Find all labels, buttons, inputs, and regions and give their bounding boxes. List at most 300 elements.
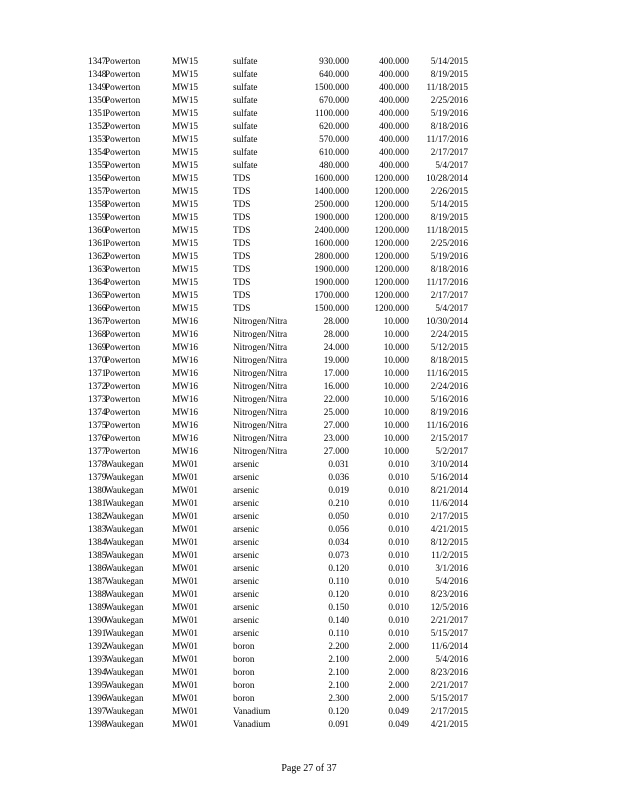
result-value: 2.300	[328, 693, 349, 703]
site-name: Waukegan	[105, 706, 144, 716]
parameter: TDS	[233, 173, 251, 183]
standard-limit: 400.000	[379, 82, 409, 92]
result-value: 25.000	[323, 407, 349, 417]
standard-limit: 10.000	[383, 394, 409, 404]
sample-date: 2/21/2017	[430, 615, 468, 625]
result-value: 1600.000	[314, 238, 349, 248]
standard-limit: 0.010	[388, 615, 409, 625]
standard-limit: 10.000	[383, 433, 409, 443]
well-id: MW01	[172, 537, 199, 547]
site-name: Powerton	[105, 108, 141, 118]
site-name: Powerton	[105, 56, 141, 66]
parameter: Nitrogen/Nitra	[233, 446, 288, 456]
row-number: 1383	[88, 524, 107, 534]
result-value: 0.110	[328, 628, 349, 638]
table-row	[88, 575, 478, 588]
site-name: Powerton	[105, 225, 141, 235]
parameter: sulfate	[233, 56, 258, 66]
sample-date: 8/19/2015	[430, 212, 468, 222]
standard-limit: 0.010	[388, 628, 409, 638]
sample-date: 3/10/2014	[430, 459, 468, 469]
result-value: 1100.000	[314, 108, 349, 118]
table-row	[88, 627, 478, 640]
table-row	[88, 68, 478, 81]
row-number: 1381	[88, 498, 107, 508]
parameter: arsenic	[233, 485, 260, 495]
result-value: 1400.000	[314, 186, 349, 196]
table-row	[88, 120, 478, 133]
row-number: 1378	[88, 459, 107, 469]
standard-limit: 400.000	[379, 121, 409, 131]
parameter: Nitrogen/Nitra	[233, 342, 288, 352]
parameter: boron	[233, 693, 255, 703]
parameter: TDS	[233, 290, 251, 300]
table-row	[88, 601, 478, 614]
sample-date: 8/23/2016	[430, 667, 468, 677]
row-number: 1391	[88, 628, 107, 638]
well-id: MW16	[172, 355, 199, 365]
result-value: 570.000	[319, 134, 349, 144]
result-value: 2800.000	[314, 251, 349, 261]
table-row	[88, 523, 478, 536]
row-number: 1373	[88, 394, 107, 404]
row-number: 1384	[88, 537, 107, 547]
well-id: MW01	[172, 511, 199, 521]
well-id: MW16	[172, 342, 199, 352]
sample-date: 5/14/2015	[430, 199, 468, 209]
table-row	[88, 666, 478, 679]
site-name: Powerton	[105, 277, 141, 287]
table-row	[88, 380, 478, 393]
standard-limit: 400.000	[379, 56, 409, 66]
result-value: 0.073	[328, 550, 349, 560]
standard-limit: 1200.000	[374, 186, 409, 196]
standard-limit: 1200.000	[374, 238, 409, 248]
standard-limit: 0.010	[388, 472, 409, 482]
sample-date: 8/19/2015	[430, 69, 468, 79]
standard-limit: 1200.000	[374, 225, 409, 235]
table-row	[88, 94, 478, 107]
site-name: Powerton	[105, 147, 141, 157]
row-number: 1350	[88, 95, 107, 105]
standard-limit: 400.000	[379, 95, 409, 105]
parameter: arsenic	[233, 524, 260, 534]
result-value: 22.000	[323, 394, 349, 404]
row-number: 1359	[88, 212, 107, 222]
sample-date: 11/2/2015	[431, 550, 468, 560]
table-row	[88, 55, 478, 68]
site-name: Powerton	[105, 329, 141, 339]
parameter: sulfate	[233, 160, 258, 170]
table-row	[88, 250, 478, 263]
site-name: Waukegan	[105, 628, 144, 638]
parameter: sulfate	[233, 82, 258, 92]
parameter: arsenic	[233, 628, 260, 638]
result-value: 0.036	[328, 472, 349, 482]
well-id: MW15	[172, 69, 199, 79]
table-row	[88, 705, 478, 718]
parameter: sulfate	[233, 69, 258, 79]
parameter: boron	[233, 654, 255, 664]
well-id: MW16	[172, 446, 199, 456]
row-number: 1385	[88, 550, 107, 560]
result-value: 620.000	[319, 121, 349, 131]
sample-date: 2/17/2015	[430, 706, 468, 716]
site-name: Waukegan	[105, 485, 144, 495]
site-name: Waukegan	[105, 511, 144, 521]
table-row	[88, 289, 478, 302]
result-value: 640.000	[319, 69, 349, 79]
table-row	[88, 393, 478, 406]
standard-limit: 0.010	[388, 459, 409, 469]
well-id: MW01	[172, 459, 199, 469]
result-value: 0.031	[328, 459, 349, 469]
site-name: Waukegan	[105, 589, 144, 599]
site-name: Powerton	[105, 290, 141, 300]
sample-date: 5/15/2017	[430, 693, 468, 703]
row-number: 1365	[88, 290, 107, 300]
well-id: MW01	[172, 589, 199, 599]
row-number: 1395	[88, 680, 107, 690]
well-id: MW15	[172, 56, 199, 66]
sample-date: 10/30/2014	[426, 316, 468, 326]
sample-date: 2/26/2015	[430, 186, 468, 196]
site-name: Powerton	[105, 134, 141, 144]
well-id: MW15	[172, 251, 199, 261]
well-id: MW16	[172, 407, 199, 417]
result-value: 2500.000	[314, 199, 349, 209]
sample-date: 11/6/2014	[431, 498, 468, 508]
sample-date: 5/12/2015	[430, 342, 468, 352]
row-number: 1368	[88, 329, 107, 339]
well-id: MW01	[172, 485, 199, 495]
row-number: 1380	[88, 485, 107, 495]
well-id: MW01	[172, 576, 199, 586]
site-name: Powerton	[105, 251, 141, 261]
standard-limit: 1200.000	[374, 173, 409, 183]
parameter: TDS	[233, 277, 251, 287]
well-id: MW15	[172, 199, 199, 209]
row-number: 1382	[88, 511, 107, 521]
row-number: 1348	[88, 69, 107, 79]
table-row	[88, 315, 478, 328]
site-name: Powerton	[105, 238, 141, 248]
parameter: arsenic	[233, 511, 260, 521]
well-id: MW15	[172, 290, 199, 300]
table-row	[88, 692, 478, 705]
standard-limit: 0.010	[388, 537, 409, 547]
result-value: 0.091	[328, 719, 349, 729]
table-row	[88, 198, 478, 211]
well-id: MW15	[172, 160, 199, 170]
well-id: MW01	[172, 693, 199, 703]
table-row	[88, 328, 478, 341]
sample-date: 5/16/2016	[430, 394, 468, 404]
sample-date: 11/18/2015	[426, 225, 468, 235]
standard-limit: 400.000	[379, 160, 409, 170]
well-id: MW01	[172, 654, 199, 664]
sample-date: 8/21/2014	[430, 485, 468, 495]
standard-limit: 10.000	[383, 342, 409, 352]
table-row	[88, 263, 478, 276]
well-id: MW16	[172, 316, 199, 326]
site-name: Powerton	[105, 82, 141, 92]
parameter: Nitrogen/Nitra	[233, 381, 288, 391]
well-id: MW16	[172, 433, 199, 443]
row-number: 1347	[88, 56, 107, 66]
site-name: Powerton	[105, 407, 141, 417]
parameter: Vanadium	[233, 706, 271, 716]
result-value: 1600.000	[314, 173, 349, 183]
result-value: 1500.000	[314, 303, 349, 313]
site-name: Powerton	[105, 212, 141, 222]
sample-date: 2/15/2017	[430, 433, 468, 443]
standard-limit: 10.000	[383, 381, 409, 391]
result-value: 28.000	[323, 329, 349, 339]
standard-limit: 1200.000	[374, 303, 409, 313]
row-number: 1363	[88, 264, 107, 274]
site-name: Powerton	[105, 342, 141, 352]
standard-limit: 0.010	[388, 485, 409, 495]
well-id: MW15	[172, 108, 199, 118]
parameter: Nitrogen/Nitra	[233, 394, 288, 404]
table-row	[88, 562, 478, 575]
site-name: Powerton	[105, 420, 141, 430]
parameter: TDS	[233, 212, 251, 222]
site-name: Waukegan	[105, 641, 144, 651]
standard-limit: 2.000	[388, 693, 409, 703]
result-value: 0.150	[328, 602, 349, 612]
parameter: arsenic	[233, 498, 260, 508]
standard-limit: 10.000	[383, 316, 409, 326]
parameter: arsenic	[233, 615, 260, 625]
standard-limit: 1200.000	[374, 264, 409, 274]
site-name: Waukegan	[105, 680, 144, 690]
parameter: TDS	[233, 238, 251, 248]
sample-date: 11/16/2015	[426, 368, 468, 378]
parameter: TDS	[233, 303, 251, 313]
site-name: Waukegan	[105, 537, 144, 547]
sample-date: 8/18/2016	[430, 121, 468, 131]
standard-limit: 0.010	[388, 498, 409, 508]
site-name: Waukegan	[105, 615, 144, 625]
result-value: 2400.000	[314, 225, 349, 235]
site-name: Waukegan	[105, 459, 144, 469]
sample-date: 3/1/2016	[435, 563, 468, 573]
site-name: Waukegan	[105, 563, 144, 573]
standard-limit: 400.000	[379, 134, 409, 144]
row-number: 1369	[88, 342, 107, 352]
result-value: 28.000	[323, 316, 349, 326]
parameter: sulfate	[233, 121, 258, 131]
table-row	[88, 185, 478, 198]
result-value: 1900.000	[314, 264, 349, 274]
parameter: Nitrogen/Nitra	[233, 407, 288, 417]
table-row	[88, 549, 478, 562]
parameter: Nitrogen/Nitra	[233, 420, 288, 430]
sample-date: 5/19/2016	[430, 251, 468, 261]
result-value: 1900.000	[314, 212, 349, 222]
well-id: MW15	[172, 303, 199, 313]
sample-date: 5/14/2015	[430, 56, 468, 66]
result-value: 2.100	[328, 680, 349, 690]
well-id: MW15	[172, 134, 199, 144]
row-number: 1352	[88, 121, 107, 131]
page-number: Page 27 of 37	[281, 763, 337, 774]
parameter: Nitrogen/Nitra	[233, 368, 288, 378]
parameter: Nitrogen/Nitra	[233, 433, 288, 443]
result-value: 0.120	[328, 563, 349, 573]
parameter: arsenic	[233, 537, 260, 547]
parameter: arsenic	[233, 602, 260, 612]
row-number: 1397	[88, 706, 107, 716]
standard-limit: 400.000	[379, 108, 409, 118]
result-value: 2.100	[328, 654, 349, 664]
sample-date: 5/2/2017	[435, 446, 468, 456]
site-name: Powerton	[105, 355, 141, 365]
standard-limit: 400.000	[379, 147, 409, 157]
well-id: MW15	[172, 212, 199, 222]
parameter: TDS	[233, 199, 251, 209]
row-number: 1354	[88, 147, 107, 157]
table-row	[88, 107, 478, 120]
site-name: Powerton	[105, 121, 141, 131]
parameter: TDS	[233, 264, 251, 274]
table-row	[88, 237, 478, 250]
site-name: Powerton	[105, 381, 141, 391]
result-value: 27.000	[323, 420, 349, 430]
result-value: 0.034	[328, 537, 349, 547]
standard-limit: 2.000	[388, 654, 409, 664]
standard-limit: 0.010	[388, 511, 409, 521]
row-number: 1372	[88, 381, 107, 391]
table-row	[88, 419, 478, 432]
site-name: Waukegan	[105, 693, 144, 703]
table-row	[88, 146, 478, 159]
well-id: MW16	[172, 381, 199, 391]
row-number: 1386	[88, 563, 107, 573]
result-value: 0.056	[328, 524, 349, 534]
table-row	[88, 653, 478, 666]
table-row	[88, 354, 478, 367]
result-value: 23.000	[323, 433, 349, 443]
sample-date: 5/4/2016	[435, 654, 468, 664]
standard-limit: 0.010	[388, 576, 409, 586]
standard-limit: 2.000	[388, 680, 409, 690]
site-name: Waukegan	[105, 550, 144, 560]
well-id: MW01	[172, 524, 199, 534]
parameter: arsenic	[233, 576, 260, 586]
standard-limit: 0.049	[388, 719, 409, 729]
result-value: 0.120	[328, 589, 349, 599]
result-value: 0.210	[328, 498, 349, 508]
well-id: MW15	[172, 95, 199, 105]
table-row	[88, 211, 478, 224]
site-name: Powerton	[105, 316, 141, 326]
table-row	[88, 497, 478, 510]
result-value: 0.140	[328, 615, 349, 625]
table-row	[88, 432, 478, 445]
row-number: 1371	[88, 368, 107, 378]
parameter: boron	[233, 680, 255, 690]
sample-date: 11/18/2015	[426, 82, 468, 92]
row-number: 1375	[88, 420, 107, 430]
site-name: Waukegan	[105, 524, 144, 534]
standard-limit: 2.000	[388, 641, 409, 651]
result-value: 16.000	[323, 381, 349, 391]
sample-date: 2/17/2017	[430, 290, 468, 300]
site-name: Powerton	[105, 160, 141, 170]
sample-date: 5/19/2016	[430, 108, 468, 118]
table-row	[88, 159, 478, 172]
result-value: 0.050	[328, 511, 349, 521]
well-id: MW01	[172, 602, 199, 612]
site-name: Powerton	[105, 199, 141, 209]
row-number: 1355	[88, 160, 107, 170]
sample-date: 5/4/2016	[435, 576, 468, 586]
row-number: 1349	[88, 82, 107, 92]
table-row	[88, 718, 478, 731]
well-id: MW01	[172, 615, 199, 625]
row-number: 1398	[88, 719, 107, 729]
standard-limit: 10.000	[383, 329, 409, 339]
sample-date: 11/6/2014	[431, 641, 468, 651]
row-number: 1394	[88, 667, 107, 677]
result-value: 610.000	[319, 147, 349, 157]
table-row	[88, 484, 478, 497]
well-id: MW01	[172, 550, 199, 560]
well-id: MW15	[172, 264, 199, 274]
parameter: Nitrogen/Nitra	[233, 316, 288, 326]
parameter: arsenic	[233, 589, 260, 599]
row-number: 1364	[88, 277, 107, 287]
row-number: 1390	[88, 615, 107, 625]
site-name: Powerton	[105, 173, 141, 183]
sample-date: 8/18/2015	[430, 355, 468, 365]
sample-date: 5/16/2014	[430, 472, 468, 482]
sample-date: 8/18/2016	[430, 264, 468, 274]
result-value: 2.200	[328, 641, 349, 651]
sample-date: 2/25/2016	[430, 238, 468, 248]
sample-date: 11/16/2016	[426, 420, 468, 430]
standard-limit: 10.000	[383, 368, 409, 378]
sample-date: 5/15/2017	[430, 628, 468, 638]
well-id: MW16	[172, 329, 199, 339]
well-id: MW01	[172, 719, 199, 729]
well-id: MW01	[172, 667, 199, 677]
row-number: 1351	[88, 108, 107, 118]
site-name: Waukegan	[105, 667, 144, 677]
sample-date: 8/12/2015	[430, 537, 468, 547]
parameter: arsenic	[233, 563, 260, 573]
row-number: 1367	[88, 316, 107, 326]
site-name: Powerton	[105, 446, 141, 456]
parameter: sulfate	[233, 134, 258, 144]
row-number: 1358	[88, 199, 107, 209]
result-value: 480.000	[319, 160, 349, 170]
parameter: TDS	[233, 186, 251, 196]
site-name: Powerton	[105, 394, 141, 404]
row-number: 1353	[88, 134, 107, 144]
row-number: 1370	[88, 355, 107, 365]
parameter: arsenic	[233, 459, 260, 469]
row-number: 1362	[88, 251, 107, 261]
result-value: 17.000	[323, 368, 349, 378]
table-row	[88, 471, 478, 484]
standard-limit: 10.000	[383, 446, 409, 456]
site-name: Waukegan	[105, 654, 144, 664]
table-row	[88, 81, 478, 94]
